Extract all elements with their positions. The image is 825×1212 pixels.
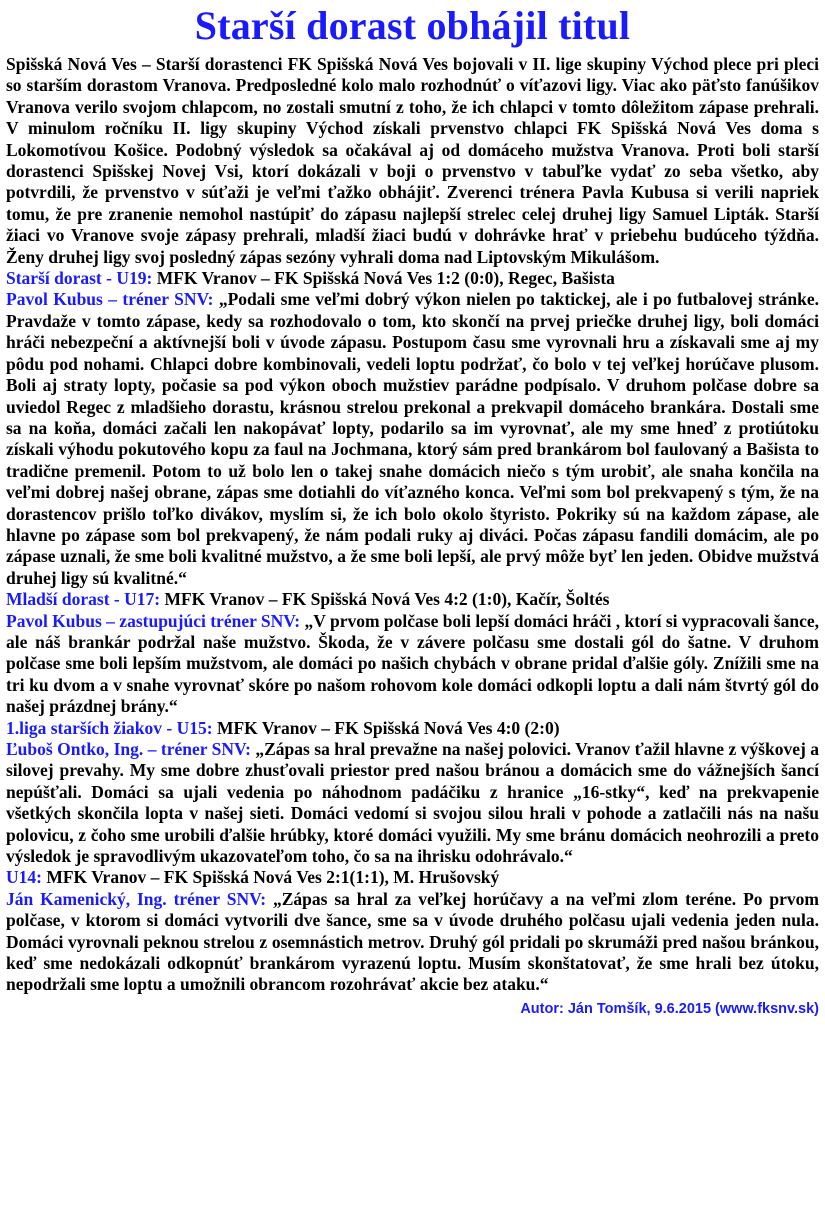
article-title: Starší dorast obhájil titul xyxy=(194,3,631,48)
article-body xyxy=(6,54,819,1020)
speaker-label: Ľuboš Ontko, Ing. – tréner SNV: xyxy=(6,739,251,759)
coach-quote-u17 xyxy=(6,611,819,718)
quote-text: „V prvom polčase boli lepší domáci hráči , ktorí si vypracovali šance, ale náš brankár podržal naše mužstvo. Škoda, že v závere polčasu sme dostali gól do šatne. V druhom polčase sme boli lepším mužstvom, ale domáci po našich chybách v obrane pridal ďalšie góly. Znížili sme na tri ku dvom a v snahe vyrovnať skóre po našom rohovom kole domáci odkopli loptu a dali nám štvrtý gól do našej prázdnej brány.“ xyxy=(6,610,819,717)
match-result-u17 xyxy=(6,589,819,610)
category-label: 1.liga starších žiakov - U15: xyxy=(6,717,213,738)
category-label: U14: xyxy=(6,867,42,888)
intro-paragraph: Spišská Nová Ves – Starší dorastenci FK Spišská Nová Ves bojovali v II. lige skupiny Východ plece pri pleci so starším dorastom Vranova. Predposledné kolo malo rozhodnúť o víťazovi ligy. Viac ako päťsto fanúšikov Vranova verilo svojom chlapcom, no zostali smutní z toho, že ich chlapci v tomto dôležitom zápase prehrali. V minulom ročníku II. ligy skupiny Východ získali prvenstvo chlapci FK Spišská Nová Ves doma s Lokomotívou Košice. Podobný výsledok sa očakával aj od domáceho mužstva Vranova. Proti boli starší dorastenci Spišskej Novej Vsi, ktorí dokázali v boji o prvenstvo v tabuľke vydať zo seba všetko, aby potvrdili, že prvenstvo v súťaži je veľmi ťažko obhájiť. Zverenci trénera Pavla Kubusa si verili napriek tomu, že pre zranenie nemohol nastúpiť do zápasu najlepší strelec celej druhej ligy Samuel Lipták. Starší žiaci vo Vranove svoje zápasy prehrali, mladší žiaci budú v dohrávke hrať v priebehu budúceho týždňa. Ženy druhej ligy svoj posledný zápas sezóny vyhrali doma nad Liptovským Mikulášom. xyxy=(6,54,819,267)
article xyxy=(6,4,819,1020)
match-result-u15 xyxy=(6,718,819,739)
category-label: Starší dorast - U19: xyxy=(6,268,153,289)
quote-text: „Zápas sa hral prevažne na našej polovici. Vranov ťažil hlavne z výškovej a silovej prevahy. My sme dobre zhusťovali priestor pred našou bránou a domácich sme do vážnejších šancí nepúšťali. Domáci sa ujali vedenia po náhodnom padáčiku z hranice „16-stky“, keď na prekvapenie všetkých skončila lopta v našej sieti. Domáci vedomí si svojou silou hrali v pohode a zatlačili nás na našu polovicu, z čoho sme urobili ďalšie hrúbky, ktoré domáci využili. My sme bránu domácich neohrozili a preto výsledok je spravodlivým ukazovateľom toho, čo sa na ihrisku odohrávalo.“ xyxy=(6,739,819,867)
author-credit: Autor: Ján Tomšík, 9.6.2015 (www.fksnv.sk) xyxy=(520,1000,819,1017)
speaker-label: Ján Kamenický, Ing. tréner SNV: xyxy=(6,888,267,909)
quote-text: „Zápas sa hral za veľkej horúčavy a na veľmi zlom teréne. Po prvom polčase, v ktorom si domáci vytvorili dve šance, sme sa v úvode druhého polčasu ujali vedenia jeden nula. Domáci vyrovnali peknou strelou z osemnástich metrov. Druhý gól pridali po skrumáži pred našou bránkou, keď sme nedokázali odkopnúť brankárom vyrazenú loptu. Musím skonštatovať, že sme hrali bez útoku, nepodržali sme loptu a umožnili obrancom rozohrávať akcie bez ataku.“ xyxy=(6,888,819,995)
match-result-u14 xyxy=(6,867,819,888)
speaker-label: Pavol Kubus – tréner SNV: xyxy=(6,289,214,310)
match-result-u19 xyxy=(6,268,819,289)
result-text: MFK Vranov – FK Spišská Nová Ves 4:2 (1:0), Kačír, Šoltés xyxy=(160,589,610,610)
category-label: Mladší dorast - U17: xyxy=(6,589,161,610)
quote-text: „Podali sme veľmi dobrý výkon nielen po taktickej, ale i po futbalovej stránke. Pravdaže v tomto zápase, kedy sa rozhodovalo o tom, kto skončí na prvej priečke druhej ligy, boli domáci hráči nebezpeční a aktívnejší boli v úvode zápasu. Postupom času sme vyrovnali hru a získavali sme aj my pôdu pod nohami. Chlapci dobre kombinovali, vedeli loptu podržať, čo bolo v tej veľkej horúčave plusom. Boli aj straty lopty, počasie sa pod výkon oboch mužstiev parádne podpísalo. V druhom polčase dobre sa uviedol Regec z mladšieho dorastu, krásnou strelou prekonal a prekvapil domáceho brankára. Dostali sme sa na koňa, domáci začali len nakopávať lopty, podarilo sa im vyrovnať, ale my sme hneď z protiútoku získali výhodu pokutového kopu za faul na Jochmana, ktorý sám pred brankárom bol faulovaný a Bašista to tradične premenil. Potom to už bolo len o takej snahe domácich niečo s tým urobiť, ale snaha končila na veľmi dobrej našej obrane, zápas sme dotiahli do víťazného konca. Veľmi som bol prekvapený s tým, že na dorastencov prišlo toľko divákov, myslím si, že ich bolo okolo štyristo. Pokriky sú na každom zápase, ale hlavne po zápase som bol prekvapený, že nám podali ruky aj diváci. Počas zápasu fandili domácim, ale po zápase uznali, že sme boli kvalitné mužstvo, a že sme boli lepší, ale prvý môže byť len jeden. Obidve mužstvá druhej ligy sú kvalitné.“ xyxy=(6,289,820,588)
result-text: MFK Vranov – FK Spišská Nová Ves 4:0 (2:0) xyxy=(212,717,560,738)
speaker-label: Pavol Kubus – zastupujúci tréner SNV: xyxy=(6,610,301,631)
coach-quote-u14 xyxy=(6,889,819,1020)
coach-quote-u19 xyxy=(6,289,819,589)
result-text: MFK Vranov – FK Spišská Nová Ves 1:2 (0:0), Regec, Bašista xyxy=(152,268,615,289)
result-text: MFK Vranov – FK Spišská Nová Ves 2:1(1:1), M. Hrušovský xyxy=(41,867,500,888)
coach-quote-u15 xyxy=(6,739,819,867)
